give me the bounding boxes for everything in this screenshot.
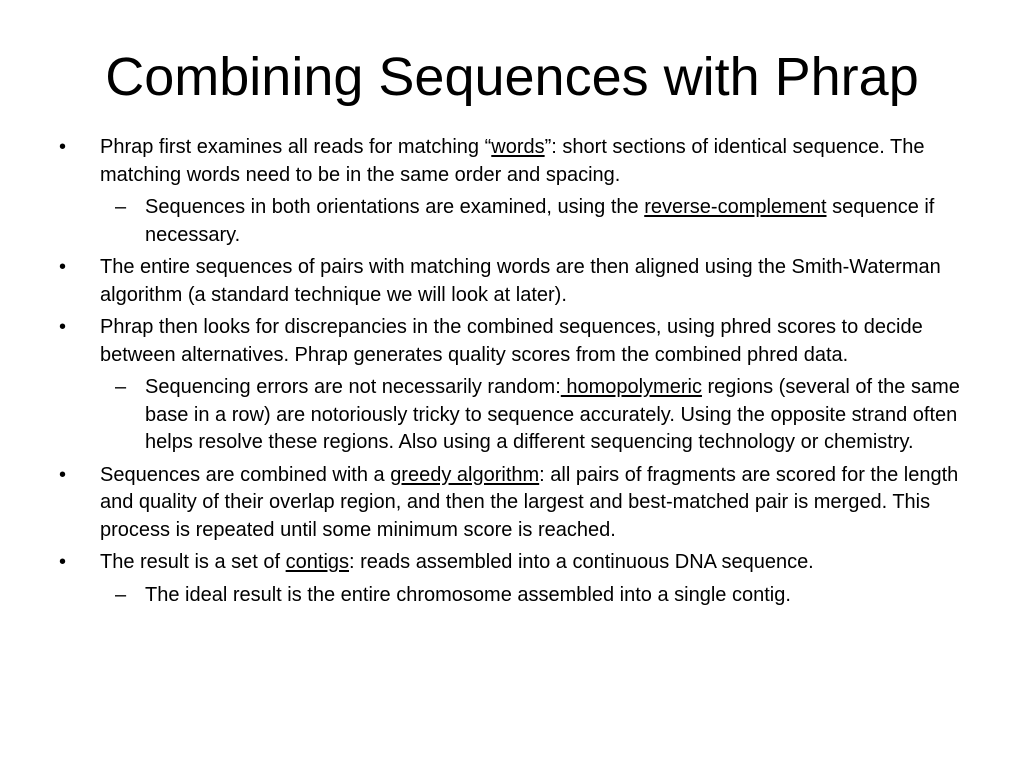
bullet-text [100,256,941,306]
bullet-item [56,254,986,309]
slide-title: Combining Sequences with Phrap [105,47,919,107]
bullet-text [100,464,958,541]
underlined-term: contigs [285,551,350,573]
text-run: : reads assembled into a continuous DNA sequence. [349,551,814,573]
bullet-text [145,376,960,453]
text-run: The entire sequences of pairs with matching words are then aligned using the Smith-Waterman algorithm (a standard technique we will look at later). [100,256,941,306]
underlined-term: homopolymeric [560,376,702,398]
text-run: The result is a set of [100,551,286,573]
text-run: Sequences in both orientations are examined, using the [145,196,645,218]
bullet-item [56,134,986,189]
bullet-list [56,134,986,614]
sub-bullet-item [56,374,986,457]
bullet-item [56,549,986,577]
bullet-marker: • [59,256,67,278]
underlined-term: words [491,136,545,158]
bullet-text [145,196,934,246]
text-run: Phrap first examines all reads for matching “ [100,136,492,158]
dash-marker: – [115,376,127,398]
bullet-item [56,462,986,545]
text-run: sequence if necessary. [145,196,935,246]
text-run: regions (several of the same base in a row) are notoriously tricky to sequence accurately. Using the opposite strand often helps resolve these regions. Also using a different sequencing technology or chemistry. [145,376,960,453]
text-run: Phrap then looks for discrepancies in the combined sequences, using phred scores to decide between alternatives. Phrap generates quality scores from the combined phred data. [100,316,923,366]
bullet-marker: • [59,551,67,573]
sub-bullet-item [56,194,986,249]
bullet-marker: • [59,136,67,158]
bullet-marker: • [59,463,67,486]
dash-marker: – [115,196,127,218]
text-run: ”: short sections of identical sequence. The matching words need to be in the same order and spacing. [100,136,925,186]
dash-marker: – [115,583,127,606]
text-run: Sequencing errors are not necessarily random: [145,376,561,398]
text-run: The ideal result is the entire chromosome assembled into a single contig. [145,583,791,606]
text-run: : all pairs of fragments are scored for the length and quality of their overlap region, and then the largest and best-matched pair is merged. This process is repeated until some minimum score is reached. [100,463,959,541]
underlined-term: greedy algorithm [390,463,540,486]
bullet-item [56,314,986,369]
bullet-text [100,136,924,186]
bullet-text [145,584,791,606]
sub-bullet-item [56,582,986,610]
bullet-text [100,316,923,366]
bullet-marker: • [59,316,67,338]
bullet-text [100,551,814,573]
underlined-term: reverse-complement [644,196,827,218]
text-run: Sequences are combined with a [100,463,391,486]
